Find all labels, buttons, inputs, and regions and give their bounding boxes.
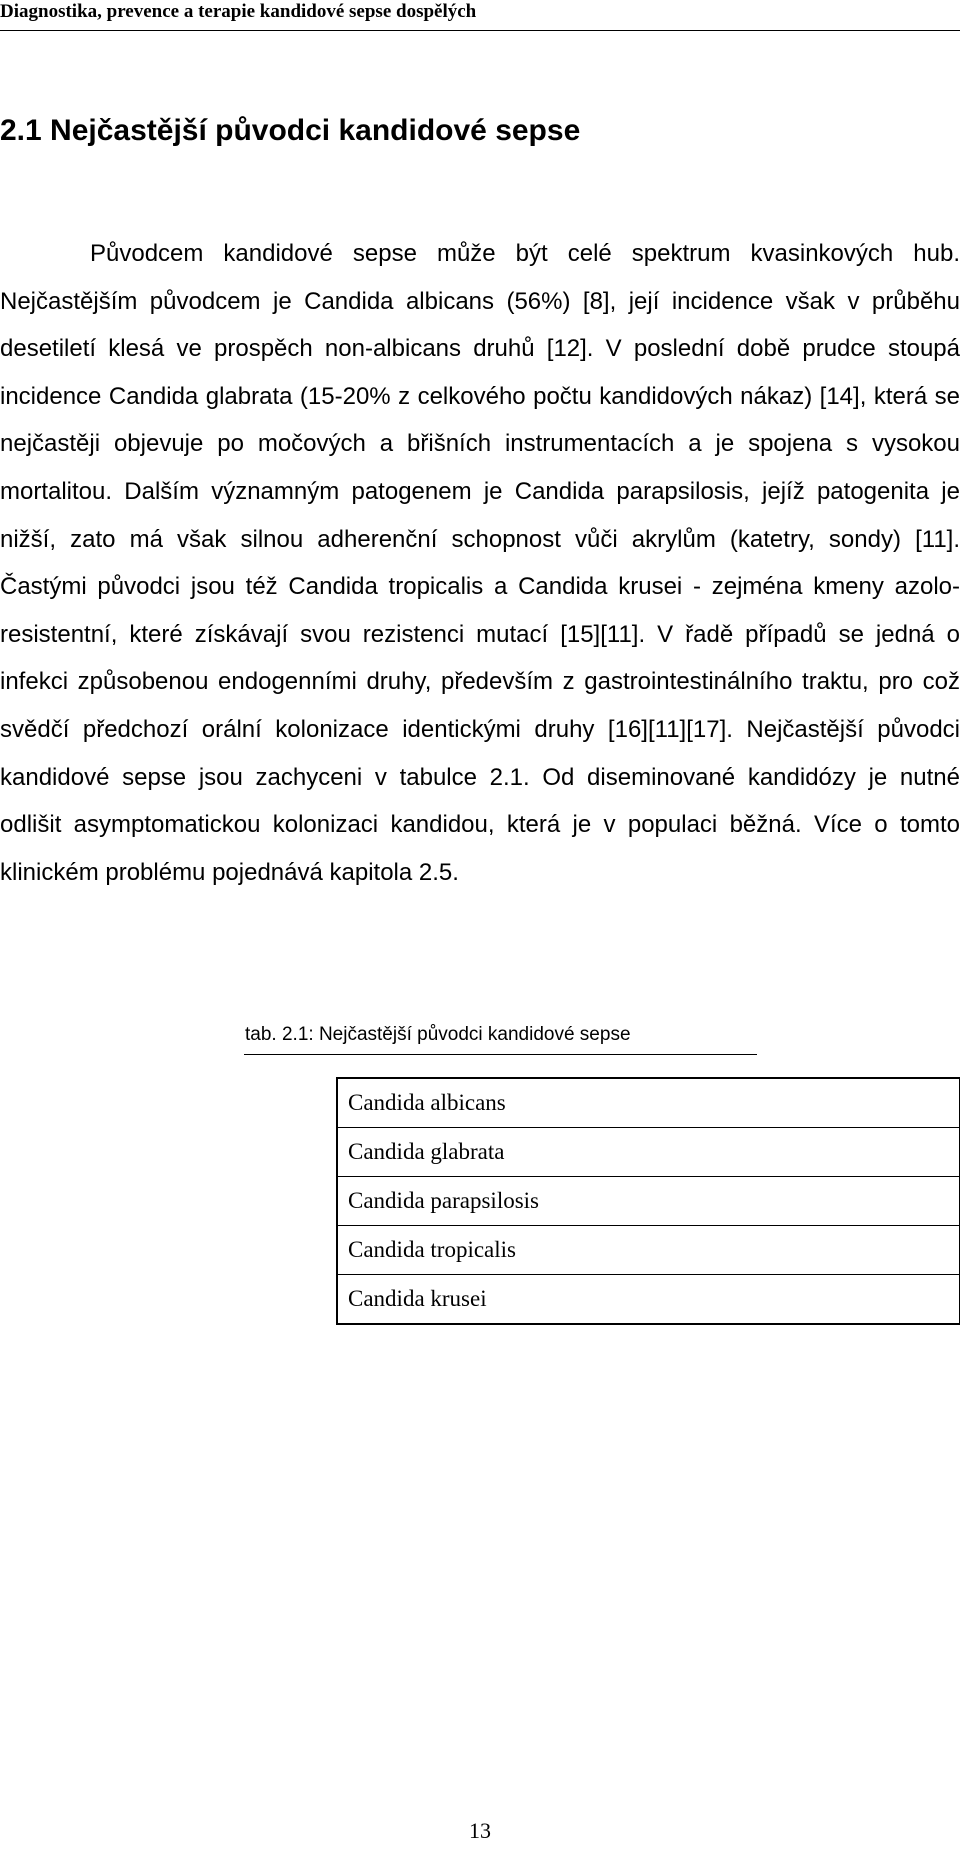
table-cell: Candida krusei — [337, 1275, 960, 1325]
table-cell: Candida parapsilosis — [337, 1177, 960, 1226]
running-header: Diagnostika, prevence a terapie kandidové sepse dospělých — [0, 1, 477, 22]
species-table — [336, 1077, 960, 1325]
table-row — [337, 1275, 960, 1325]
table-row — [337, 1226, 960, 1275]
body-paragraph: Původcem kandidové sepse může být celé spektrum kvasinkových hub. Nejčastějším původcem je Candida albicans (56%) [8], její incidence však v průběhu desetiletí klesá ve prospěch non-albicans druhů [12]. V poslední době prudce stoupá incidence Candida glabrata (15-20% z celkového počtu kandidových nákaz) [14], která se nejčastěji objevuje po močových a břišních instrumentacích a je spojena s vysokou mortalitou. Dalším významným patogenem je Candida parapsilosis, jejíž patogenita je nižší, zato má však silnou adherenční schopnost vůči akrylům (katetry, sondy) [11]. Častými původci jsou též Candida tropicalis a Candida krusei - zejména kmeny azolo-resistentní, které získávají svou rezistenci mutací [15][11]. V řadě případů se jedná o infekci způsobenou endogenními druhy, především z gastrointestinálního traktu, pro což svědčí předchozí orální kolonizace identickými druhy [16][11][17]. Nejčastější původci kandidové sepse jsou zachyceni v tabulce 2.1. Od diseminované kandidózy je nutné odlišit asymptomatickou kolonizaci kandidou, která je v populaci běžná. Více o tomto klinickém problému pojednává kapitola 2.5. — [0, 240, 960, 886]
table-row — [337, 1078, 960, 1128]
table-cell: Candida glabrata — [337, 1128, 960, 1177]
header-divider — [0, 30, 960, 31]
table-row — [337, 1177, 960, 1226]
table-caption: tab. 2.1: Nejčastější původci kandidové sepse — [245, 1024, 631, 1045]
section-title: 2.1 Nejčastější původci kandidové sepse — [0, 114, 581, 147]
table-cell: Candida tropicalis — [337, 1226, 960, 1275]
page-number: 13 — [469, 1818, 491, 1843]
table-row — [337, 1128, 960, 1177]
table-cell: Candida albicans — [337, 1078, 960, 1128]
caption-underline — [244, 1054, 757, 1055]
